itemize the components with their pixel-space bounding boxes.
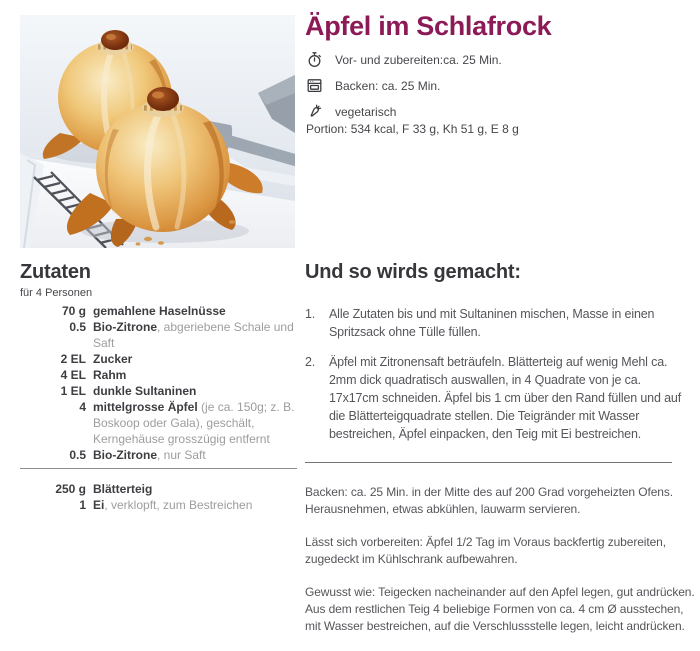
page-title: Äpfel im Schlafrock — [305, 11, 552, 41]
method-heading: Und so wirds gemacht: — [305, 261, 521, 283]
ingredient-text — [93, 319, 297, 351]
step-number: 1. — [305, 307, 316, 321]
carrot-icon — [306, 103, 323, 120]
recipe-meta — [306, 51, 502, 129]
method-step — [305, 353, 688, 443]
stopwatch-icon — [306, 51, 323, 68]
oven-icon — [306, 77, 323, 94]
servings-label: für 4 Personen — [20, 287, 93, 299]
ingredient-quantity: 2 EL — [60, 352, 86, 366]
meta-label: vegetarisch — [335, 104, 397, 119]
ingredient-quantity: 4 EL — [60, 368, 86, 382]
ingredient-name: Bio-Zitrone — [93, 320, 157, 334]
ingredient-name: Rahm — [93, 368, 127, 382]
ingredient-quantity: 0.5 — [69, 320, 86, 334]
method-note: Gewusst wie: Teigecken nacheinander auf den Apfel legen, gut andrücken. Aus dem restlichen Teig 4 beliebige Formen von ca. 4 cm Ø ausstechen, mit Wasser bestreichen, auf die Verschlussstelle legen, leicht andrücken. — [305, 585, 695, 633]
ingredient-quantity: 1 — [79, 498, 86, 512]
meta-vegetarian — [306, 103, 502, 120]
ingredient-note: , nur Saft — [157, 448, 206, 462]
ingredient-quantity: 70 g — [61, 304, 86, 318]
ingredient-separator — [20, 468, 297, 469]
ingredient-name: dunkle Sultaninen — [93, 384, 197, 398]
ingredient-name: Blätterteig — [93, 482, 153, 496]
ingredient-row — [20, 303, 297, 319]
meta-prep-time — [306, 51, 502, 68]
ingredient-row — [20, 319, 297, 351]
ingredient-text — [93, 351, 297, 367]
meta-bake-time — [306, 77, 502, 94]
ingredient-note: (je ca. 150g; z. B. Boskoop oder Gala), geschält, Kerngehäuse grosszügig entfernt — [93, 400, 295, 446]
ingredient-quantity: 250 g — [55, 482, 86, 496]
ingredient-row — [20, 481, 297, 497]
step-number: 2. — [305, 355, 316, 369]
ingredient-row — [20, 351, 297, 367]
ingredient-quantity: 0.5 — [69, 448, 86, 462]
ingredient-text — [93, 497, 297, 513]
recipe-photo — [20, 15, 295, 248]
ingredient-note: , abgeriebene Schale und Saft — [93, 320, 294, 350]
ingredient-text — [93, 399, 297, 447]
meta-label: Vor- und zubereiten:ca. 25 Min. — [335, 52, 502, 67]
method-note: Lässt sich vorbereiten: Äpfel 1/2 Tag im Voraus backfertig zubereiten, zugedeckt im Kühlschrank aufbewahren. — [305, 535, 666, 566]
step-text: Äpfel mit Zitronensaft beträufeln. Blätterteig auf wenig Mehl ca. 2mm dick quadratisch auswallen, in 4 Quadrate von je ca. 17x17cm schneiden. Äpfel bis 1 cm über den Rand füllen und auf die Blätterteigquadrate stellen. Die Teigränder mit Wasser bestreichen, Äpfel einpacken, den Teig mit Ei bestreichen. — [329, 355, 682, 441]
ingredient-text — [93, 303, 297, 319]
method-step — [305, 305, 688, 341]
method-note: Backen: ca. 25 Min. in der Mitte des auf 200 Grad vorgeheizten Ofens. Herausnehmen, etwas abkühlen, lauwarm servieren. — [305, 485, 673, 516]
ingredient-name: mittelgrosse Äpfel — [93, 400, 198, 414]
ingredient-text — [93, 367, 297, 383]
ingredient-name: gemahlene Haselnüsse — [93, 304, 226, 318]
ingredient-row — [20, 383, 297, 399]
recipe-photo-illustration — [20, 15, 295, 248]
meta-label: Backen: ca. 25 Min. — [335, 78, 441, 93]
method-steps — [305, 305, 688, 455]
ingredient-groups — [20, 303, 297, 513]
ingredient-row — [20, 399, 297, 447]
ingredient-text — [93, 447, 297, 463]
method-divider — [305, 462, 672, 463]
ingredient-quantity: 1 EL — [60, 384, 86, 398]
ingredient-text — [93, 481, 297, 497]
method-notes — [305, 484, 697, 651]
ingredient-row — [20, 497, 297, 513]
nutrition-per-portion: Portion: 534 kcal, F 33 g, Kh 51 g, E 8 g — [306, 122, 519, 136]
ingredient-name: Ei — [93, 498, 105, 512]
ingredient-text — [93, 383, 297, 399]
ingredient-name: Bio-Zitrone — [93, 448, 157, 462]
ingredient-name: Zucker — [93, 352, 133, 366]
ingredient-row — [20, 367, 297, 383]
ingredient-quantity: 4 — [79, 400, 86, 414]
step-text: Alle Zutaten bis und mit Sultaninen mischen, Masse in einen Spritzsack ohne Tülle füllen. — [329, 307, 655, 339]
ingredient-row — [20, 447, 297, 463]
ingredient-note: , verklopft, zum Bestreichen — [104, 498, 253, 512]
ingredients-heading: Zutaten — [20, 261, 91, 283]
